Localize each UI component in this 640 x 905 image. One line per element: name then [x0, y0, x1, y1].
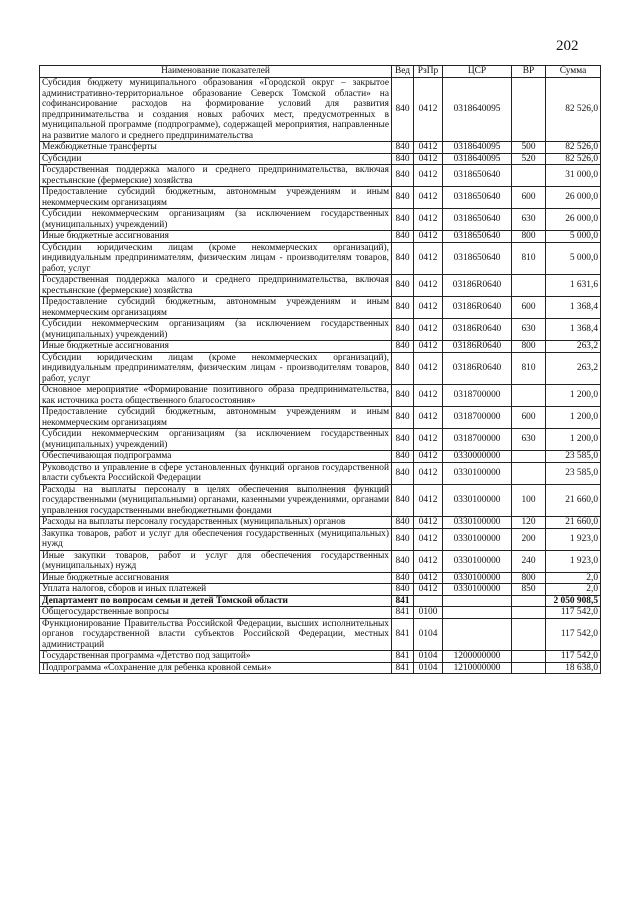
row-vr: 850 [512, 584, 546, 596]
table-row [40, 153, 601, 165]
row-sum: 263,2 [546, 341, 601, 353]
row-name: Расходы на выплаты персоналу государственных (муниципальных) органов [40, 517, 392, 529]
row-rzpr: 0412 [414, 231, 443, 243]
row-sum: 117 542,0 [546, 607, 601, 619]
row-rzpr: 0412 [414, 187, 443, 209]
row-name: Иные бюджетные ассигнования [40, 231, 392, 243]
row-rzpr: 0412 [414, 572, 443, 584]
row-sum: 26 000,0 [546, 209, 601, 231]
row-vr: 810 [512, 352, 546, 385]
row-csr: 0318640095 [443, 142, 512, 154]
row-csr: 03186R0640 [443, 352, 512, 385]
row-sum: 117 542,0 [546, 618, 601, 651]
row-ved: 840 [392, 484, 414, 517]
row-ved: 840 [392, 165, 414, 187]
row-name: Обеспечивающая подпрограмма [40, 451, 392, 463]
row-ved: 840 [392, 429, 414, 451]
row-sum: 1 200,0 [546, 407, 601, 429]
row-csr: 0330100000 [443, 572, 512, 584]
row-rzpr: 0412 [414, 407, 443, 429]
row-rzpr: 0412 [414, 429, 443, 451]
row-csr: 1200000000 [443, 651, 512, 663]
row-csr: 03186R0640 [443, 297, 512, 319]
header-vr: ВР [512, 66, 546, 78]
row-name: Предоставление субсидий бюджетным, автономным учреждениям и иным некоммерческим организациям [40, 187, 392, 209]
table-header-row [40, 66, 601, 78]
row-ved: 840 [392, 352, 414, 385]
row-rzpr: 0104 [414, 618, 443, 651]
row-sum: 2 050 908,5 [546, 595, 601, 607]
row-vr: 120 [512, 517, 546, 529]
row-ved: 841 [392, 595, 414, 607]
row-vr: 600 [512, 297, 546, 319]
header-rzpr: РзПр [414, 66, 443, 78]
row-csr: 03186R0640 [443, 319, 512, 341]
row-name: Закупка товаров, работ и услуг для обеспечения государственных (муниципальных) нужд [40, 528, 392, 550]
row-rzpr: 0412 [414, 385, 443, 407]
row-sum: 2,0 [546, 572, 601, 584]
row-vr [512, 165, 546, 187]
row-ved: 840 [392, 572, 414, 584]
row-ved: 840 [392, 517, 414, 529]
row-vr: 630 [512, 429, 546, 451]
row-rzpr: 0412 [414, 242, 443, 275]
row-ved: 841 [392, 651, 414, 663]
row-sum: 82 526,0 [546, 153, 601, 165]
row-sum: 1 923,0 [546, 550, 601, 572]
row-rzpr: 0412 [414, 517, 443, 529]
table-row [40, 341, 601, 353]
row-csr: 0330000000 [443, 451, 512, 463]
row-name: Субсидия бюджету муниципального образования «Городской округ – закрытое административно-территориальное образование Северск Томской области» на софинансирование расходов на формирование условий для развития предпринимательства и создания новых рабочих мест, предусмотренных в муниципальной программе (подпрограмме), содержащей мероприятия, направленные на развитие малого и среднего предпринимательства [40, 78, 392, 142]
row-rzpr: 0104 [414, 662, 443, 674]
header-csr: ЦСР [443, 66, 512, 78]
row-name: Иные бюджетные ассигнования [40, 341, 392, 353]
table-row [40, 584, 601, 596]
row-vr [512, 651, 546, 663]
row-name: Государственная программа «Детство под защитой» [40, 651, 392, 663]
row-name: Субсидии некоммерческим организациям (за исключением государственных (муниципальных) учреждений) [40, 319, 392, 341]
row-ved: 840 [392, 231, 414, 243]
table-row [40, 429, 601, 451]
row-rzpr: 0412 [414, 352, 443, 385]
row-vr [512, 595, 546, 607]
row-csr: 0330100000 [443, 528, 512, 550]
row-ved: 840 [392, 584, 414, 596]
row-csr: 03186R0640 [443, 341, 512, 353]
row-csr: 0318650640 [443, 242, 512, 275]
table-row [40, 484, 601, 517]
row-ved: 841 [392, 662, 414, 674]
row-csr: 0330100000 [443, 550, 512, 572]
row-vr: 200 [512, 528, 546, 550]
row-vr: 520 [512, 153, 546, 165]
row-rzpr: 0412 [414, 341, 443, 353]
row-rzpr: 0412 [414, 142, 443, 154]
table-row [40, 651, 601, 663]
row-name: Межбюджетные трансферты [40, 142, 392, 154]
row-sum: 1 368,4 [546, 297, 601, 319]
row-sum: 26 000,0 [546, 187, 601, 209]
row-vr [512, 618, 546, 651]
row-ved: 840 [392, 550, 414, 572]
header-ved: Вед [392, 66, 414, 78]
row-vr [512, 451, 546, 463]
row-name: Государственная поддержка малого и среднего предпринимательства, включая крестьянские (фермерские) хозяйства [40, 275, 392, 297]
row-sum: 1 200,0 [546, 385, 601, 407]
row-name: Субсидии юридическим лицам (кроме некоммерческих организаций), индивидуальным предпринимателям, физическим лицам - производителям товаров, работ, услуг [40, 352, 392, 385]
row-sum: 82 526,0 [546, 142, 601, 154]
table-body [40, 78, 601, 674]
row-name: Департамент по вопросам семьи и детей Томской области [40, 595, 392, 607]
table-row [40, 407, 601, 429]
table-row [40, 352, 601, 385]
row-name: Расходы на выплаты персоналу в целях обеспечения выполнения функций государственными (муниципальными) органами, казенными учреждениями, органами управления государственными внебюджетными фондами [40, 484, 392, 517]
table-row [40, 607, 601, 619]
row-csr: 0318650640 [443, 209, 512, 231]
table-row [40, 595, 601, 607]
row-sum: 5 000,0 [546, 231, 601, 243]
row-name: Субсидии некоммерческим организациям (за исключением государственных (муниципальных) учреждений) [40, 209, 392, 231]
row-csr: 0318700000 [443, 385, 512, 407]
row-name: Субсидии юридическим лицам (кроме некоммерческих организаций), индивидуальным предпринимателям, физическим лицам - производителям товаров, работ, услуг [40, 242, 392, 275]
table-row [40, 385, 601, 407]
row-rzpr: 0412 [414, 275, 443, 297]
row-csr: 0318650640 [443, 165, 512, 187]
row-csr [443, 595, 512, 607]
row-csr [443, 618, 512, 651]
row-rzpr: 0412 [414, 297, 443, 319]
table-row [40, 231, 601, 243]
row-ved: 840 [392, 528, 414, 550]
row-vr [512, 385, 546, 407]
row-sum: 1 200,0 [546, 429, 601, 451]
row-rzpr: 0412 [414, 462, 443, 484]
row-csr: 0330100000 [443, 462, 512, 484]
row-vr: 810 [512, 242, 546, 275]
row-vr: 600 [512, 187, 546, 209]
row-name: Уплата налогов, сборов и иных платежей [40, 584, 392, 596]
row-rzpr: 0104 [414, 651, 443, 663]
row-vr: 600 [512, 407, 546, 429]
row-rzpr: 0412 [414, 165, 443, 187]
row-name: Предоставление субсидий бюджетным, автономным учреждениям и иным некоммерческим организациям [40, 297, 392, 319]
row-csr: 0330100000 [443, 517, 512, 529]
row-ved: 840 [392, 275, 414, 297]
row-sum: 263,2 [546, 352, 601, 385]
row-vr: 240 [512, 550, 546, 572]
row-csr: 0318650640 [443, 187, 512, 209]
row-name: Предоставление субсидий бюджетным, автономным учреждениям и иным некоммерческим организациям [40, 407, 392, 429]
row-name: Иные бюджетные ассигнования [40, 572, 392, 584]
row-csr: 0330100000 [443, 584, 512, 596]
row-name: Государственная поддержка малого и среднего предпринимательства, включая крестьянские (фермерские) хозяйства [40, 165, 392, 187]
row-rzpr: 0412 [414, 484, 443, 517]
table-row [40, 550, 601, 572]
row-vr [512, 462, 546, 484]
row-csr: 03186R0640 [443, 275, 512, 297]
table-row [40, 275, 601, 297]
row-ved: 841 [392, 607, 414, 619]
row-sum: 18 638,0 [546, 662, 601, 674]
row-sum: 23 585,0 [546, 451, 601, 463]
row-rzpr: 0100 [414, 607, 443, 619]
row-name: Субсидии некоммерческим организациям (за исключением государственных (муниципальных) учреждений) [40, 429, 392, 451]
row-name: Функционирование Правительства Российской Федерации, высших исполнительных органов государственной власти субъектов Российской Федерации, местных администраций [40, 618, 392, 651]
row-sum: 117 542,0 [546, 651, 601, 663]
table-row [40, 462, 601, 484]
table-row [40, 451, 601, 463]
row-vr [512, 607, 546, 619]
table-row [40, 142, 601, 154]
row-vr: 630 [512, 319, 546, 341]
row-ved: 841 [392, 618, 414, 651]
row-sum: 1 631,6 [546, 275, 601, 297]
row-csr: 0318640095 [443, 153, 512, 165]
table-row [40, 517, 601, 529]
row-ved: 840 [392, 462, 414, 484]
row-csr [443, 607, 512, 619]
row-vr [512, 78, 546, 142]
table-row [40, 209, 601, 231]
row-rzpr: 0412 [414, 528, 443, 550]
row-rzpr: 0412 [414, 319, 443, 341]
row-name: Общегосударственные вопросы [40, 607, 392, 619]
row-csr: 0330100000 [443, 484, 512, 517]
row-ved: 840 [392, 153, 414, 165]
row-ved: 840 [392, 78, 414, 142]
row-ved: 840 [392, 142, 414, 154]
row-vr: 500 [512, 142, 546, 154]
row-sum: 23 585,0 [546, 462, 601, 484]
table-row [40, 572, 601, 584]
row-vr: 800 [512, 572, 546, 584]
table-row [40, 78, 601, 142]
table-row [40, 528, 601, 550]
row-csr: 1210000000 [443, 662, 512, 674]
row-vr: 630 [512, 209, 546, 231]
table-row [40, 319, 601, 341]
row-name: Иные закупки товаров, работ и услуг для обеспечения государственных (муниципальных) нужд [40, 550, 392, 572]
row-sum: 21 660,0 [546, 484, 601, 517]
row-sum: 82 526,0 [546, 78, 601, 142]
row-sum: 1 923,0 [546, 528, 601, 550]
page-number: 202 [556, 38, 579, 54]
row-vr [512, 275, 546, 297]
row-ved: 840 [392, 407, 414, 429]
row-name: Подпрограмма «Сохранение для ребенка кровной семьи» [40, 662, 392, 674]
row-sum: 5 000,0 [546, 242, 601, 275]
header-name: Наименование показателей [40, 66, 392, 78]
row-ved: 840 [392, 187, 414, 209]
row-rzpr: 0412 [414, 209, 443, 231]
row-rzpr: 0412 [414, 78, 443, 142]
row-ved: 840 [392, 451, 414, 463]
row-csr: 0318700000 [443, 407, 512, 429]
row-vr: 100 [512, 484, 546, 517]
table-row [40, 618, 601, 651]
row-rzpr: 0412 [414, 153, 443, 165]
row-vr [512, 662, 546, 674]
row-ved: 840 [392, 242, 414, 275]
header-sum: Сумма [546, 66, 601, 78]
table-row [40, 297, 601, 319]
row-vr: 800 [512, 341, 546, 353]
row-csr: 0318640095 [443, 78, 512, 142]
row-name: Субсидии [40, 153, 392, 165]
row-vr: 800 [512, 231, 546, 243]
row-rzpr: 0412 [414, 584, 443, 596]
table-row [40, 242, 601, 275]
table-row [40, 165, 601, 187]
row-ved: 840 [392, 297, 414, 319]
row-sum: 1 368,4 [546, 319, 601, 341]
table-row [40, 662, 601, 674]
row-sum: 2,0 [546, 584, 601, 596]
table-row [40, 187, 601, 209]
row-rzpr: 0412 [414, 451, 443, 463]
row-rzpr [414, 595, 443, 607]
row-name: Основное мероприятие «Формирование позитивного образа предпринимательства, как источника роста общественного благосостояния» [40, 385, 392, 407]
budget-table [39, 65, 601, 674]
row-rzpr: 0412 [414, 550, 443, 572]
row-ved: 840 [392, 209, 414, 231]
row-name: Руководство и управление в сфере установленных функций органов государственной власти субъекта Российской Федерации [40, 462, 392, 484]
row-ved: 840 [392, 385, 414, 407]
row-csr: 0318700000 [443, 429, 512, 451]
row-sum: 21 660,0 [546, 517, 601, 529]
row-csr: 0318650640 [443, 231, 512, 243]
row-ved: 840 [392, 341, 414, 353]
row-ved: 840 [392, 319, 414, 341]
row-sum: 31 000,0 [546, 165, 601, 187]
